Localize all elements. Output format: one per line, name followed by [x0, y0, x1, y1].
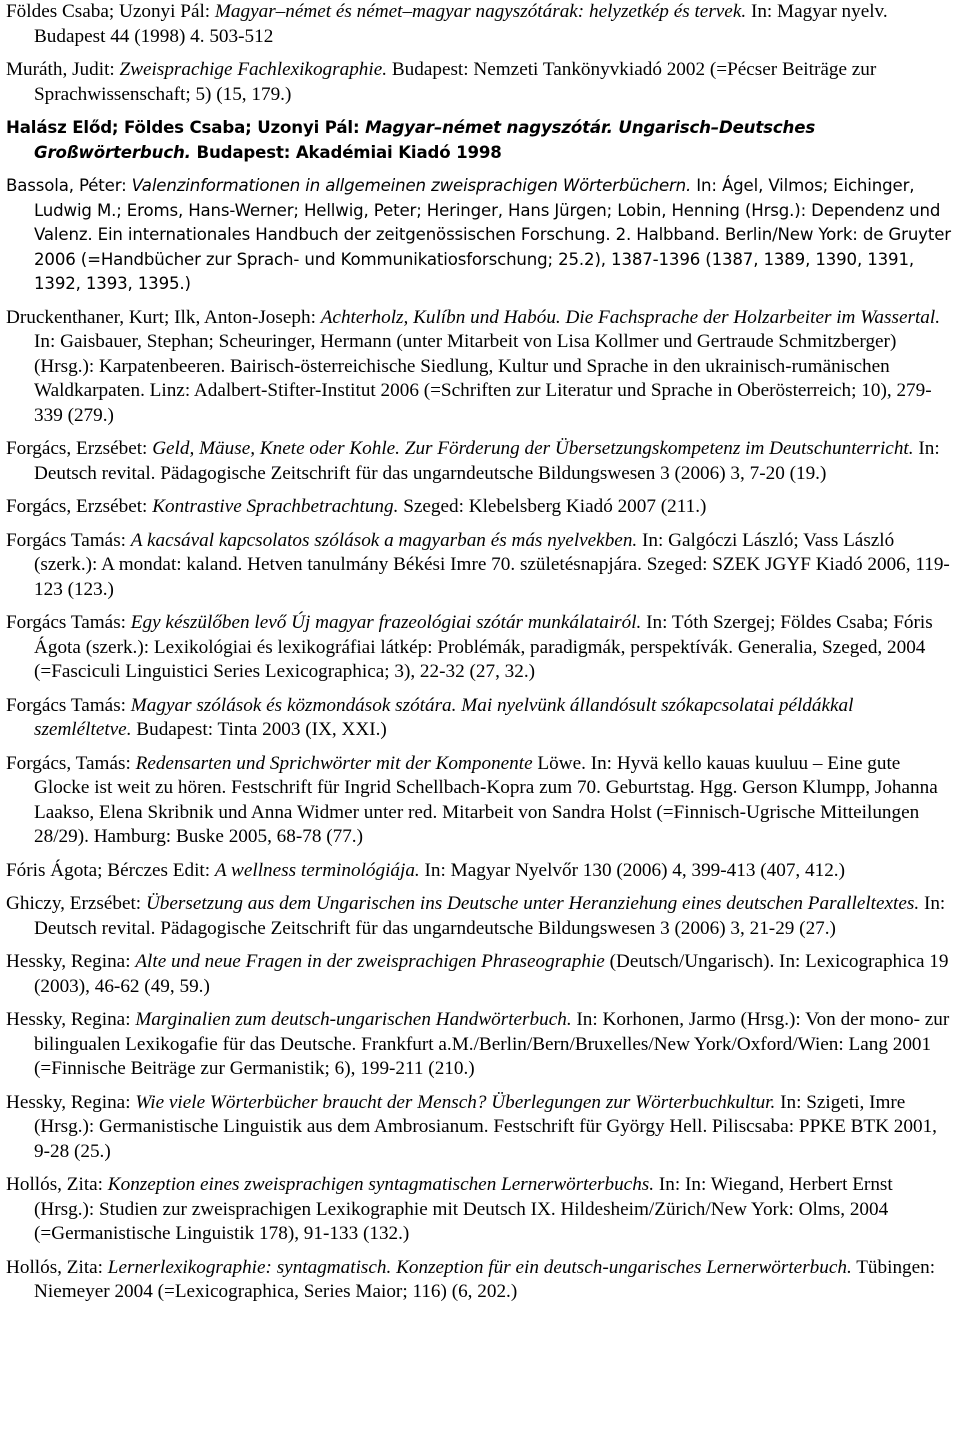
entry-text: Forgács, Erzsébet: [6, 438, 153, 459]
entry-text: In: Magyar nyelv. Budapest 44 (1998) 4. 503-512 [34, 1, 888, 47]
entry-title: A wellness terminológiája. [214, 859, 420, 881]
entry-title: Achterholz, Kulíbn und Habóu. Die Fachsprache der Holzarbeiter im Wassertal. [320, 306, 940, 328]
entry-text: Szeged: Klebelsberg Kiadó 2007 (211.) [398, 496, 707, 517]
entry-title: Konzeption eines zweisprachigen syntagmatischen Lernerwörterbuchs. [107, 1174, 655, 1195]
entry-text: In: Gaisbauer, Stephan; Scheuringer, Hermann (unter Mitarbeit von Lisa Kollmer und Gertraude Schmitzberger) (Hrsg.): Karpatenbeeren. Bairisch-österreichische Siedlung, Kultur und Sprache in den ukrainisch-rumänischen Waldkarpaten. Linz: Adalbert-Stifter-Institut 2006 (=Schriften zur Literatur und Sprache in Oberösterreich; 10), 279-339 (279.) [34, 331, 932, 426]
entry-text: Forgács, Erzsébet: [6, 496, 153, 517]
entry-text: In: Ágel, Vilmos; Eichinger, Ludwig M.; Eroms, Hans-Werner; Hellwig, Peter; Heringer, Hans Jürgen; Lobin, Henning (Hrsg.): Dependenz und Valenz. Ein internationales Handbuch der zeitgenössischen Forschung. 2. Halbband. Berlin/New York: de Gruyter 2006 (=Handbücher zur Sprach- und Kommunikatiosforschung; 25.2), 1387-1396 (1387, 1389, 1390, 1391, 1392, 1393, 1395.) [34, 176, 951, 293]
bibliography-entry [0, 752, 960, 850]
bibliography-entry [0, 950, 960, 999]
entry-text: (Deutsch/Ungarisch). In: Lexicographica 19 (2003), 46-62 (49, 59.) [34, 951, 949, 997]
entry-text: Budapest: Tinta 2003 (IX, XXI.) [131, 719, 387, 740]
entry-title: Lernerlexikographie: syntagmatisch. Konzeption für ein deutsch-ungarisches Lernerwörterbuch. [107, 1256, 852, 1278]
entry-text: Fóris Ágota; Bérczes Edit: [6, 859, 215, 881]
entry-text: Földes Csaba; Uzonyi Pál: [6, 1, 215, 22]
entry-title: Marginalien zum deutsch-ungarischen Handwörterbuch. [135, 1009, 572, 1030]
entry-text: Druckenthaner, Kurt; Ilk, Anton-Joseph: [6, 306, 321, 328]
entry-text: Hessky, Regina: [6, 1091, 136, 1113]
entry-text: Halász Előd; Földes Csaba; Uzonyi Pál: [6, 118, 366, 137]
bibliography-entry [0, 529, 960, 603]
bibliography-entry [0, 495, 960, 520]
entry-text: In: Galgóczi László; Vass László (szerk.): A mondat: kaland. Hetven tanulmány Békési Imre 70. születésnapjára. Szeged: SZEK JGYF Kiadó 2006, 119-123 (123.) [34, 529, 950, 600]
bibliography-entry [0, 694, 960, 743]
entry-text: Forgács Tamás: [6, 694, 131, 716]
bibliography-entry [0, 174, 960, 297]
bibliography-entry [0, 0, 960, 49]
bibliography-entry [0, 859, 960, 884]
entry-text: Tübingen: Niemeyer 2004 (=Lexicographica, Series Maior; 116) (6, 202.) [34, 1256, 936, 1302]
entry-text: In: Szigeti, Imre (Hrsg.): Germanistische Linguistik aus dem Ambrosianum. Festschrift für György Hell. Piliscsaba: PPKE BTK 2001, 9-28 (25.) [34, 1091, 937, 1162]
entry-text: Hollós, Zita: [6, 1256, 108, 1278]
bibliography-entry [0, 58, 960, 107]
entry-title: Wie viele Wörterbücher braucht der Mensch? Überlegungen zur Wörterbuchkultur. [135, 1091, 776, 1113]
entry-text: Forgács Tamás: [6, 529, 131, 551]
entry-text: Bassola, Péter: [6, 176, 132, 195]
entry-text: Muráth, Judit: [6, 59, 120, 80]
bibliography-entry [0, 892, 960, 941]
entry-title: Redensarten und Sprichwörter mit der Komponente [135, 752, 533, 774]
bibliography-entry [0, 1091, 960, 1165]
entry-text: Forgács, Tamás: [6, 752, 136, 774]
bibliography-entry [0, 1256, 960, 1305]
entry-text: Forgács Tamás: [6, 612, 131, 633]
entry-text: In: Deutsch revital. Pädagogische Zeitschrift für das ungarndeutsche Bildungswesen 3 (2006) 3, 7-20 (19.) [34, 438, 940, 484]
entry-title: Magyar szólások és közmondások szótára. Mai nyelvünk állandósult szókapcsolatai példákkal szemléltetve. [34, 694, 854, 740]
entry-text: In: Magyar Nyelvőr 130 (2006) 4, 399-413 (407, 412.) [419, 859, 845, 881]
entry-title: Magyar–német nagyszótár. Ungarisch–Deutsches Großwörterbuch. [34, 118, 816, 162]
entry-title: Egy készülőben levő Új magyar frazeológiai szótár munkálatairól. [130, 612, 642, 633]
entry-text: In: In: Wiegand, Herbert Ernst (Hrsg.): Studien zur zweisprachigen Lexikographie mit Deutsch IX. Hildesheim/Zürich/New York: Olms, 2004 (=Germanistische Linguistik 178), 91-133 (132.) [34, 1174, 893, 1244]
entry-title: Magyar–német és német–magyar nagyszótárak: helyzetkép és tervek. [214, 1, 747, 22]
bibliography-entry [0, 437, 960, 486]
entry-title: Valenzinformationen in allgemeinen zweisprachigen Wörterbüchern. [131, 176, 692, 195]
entry-title: Geld, Mäuse, Knete oder Kohle. Zur Förderung der Übersetzungskompetenz im Deutschunterricht. [152, 438, 914, 459]
bibliography-entry [0, 116, 960, 165]
entry-text: Löwe. In: Hyvä kello kauas kuuluu – Eine gute Glocke ist weit zu hören. Festschrift für Ingrid Schellbach-Kopra zum 70. Geburtstag. Hgg. Gerson Klumpp, Johanna Laakso, Elena Skribnik und Anna Widmer unter red. Mitarbeit von Sandra Holst (=Finnisch-Ugrische Mitteilungen 28/29). Hamburg: Buske 2005, 68-78 (77.) [34, 752, 938, 847]
entry-title: Kontrastive Sprachbetrachtung. [152, 496, 399, 517]
entry-title: Übersetzung aus dem Ungarischen ins Deutsche unter Heranziehung eines deutschen Paralleltextes. [145, 893, 920, 914]
entry-title: Zweisprachige Fachlexikographie. [119, 59, 388, 80]
bibliography-entry [0, 1173, 960, 1247]
entry-text: Budapest: Nemzeti Tankönyvkiadó 2002 (=Pécser Beiträge zur Sprachwissenschaft; 5) (15, 179.) [34, 59, 877, 105]
entry-text: Hessky, Regina: [6, 951, 136, 972]
entry-text: Budapest: Akadémiai Kiadó 1998 [190, 142, 502, 162]
bibliography-entry [0, 611, 960, 685]
entry-text: Ghiczy, Erzsébet: [6, 893, 146, 914]
entry-text: In: Tóth Szergej; Földes Csaba; Fóris Ágota (szerk.): Lexikológiai és lexikográfiai látkép: Problémák, paradigmák, perspektívák. Generalia, Szeged, 2004 (=Fasciculi Linguistici Series Lexicographica; 3), 22-32 (27, 32.) [34, 612, 933, 682]
entry-text: Hollós, Zita: [6, 1174, 108, 1195]
entry-title: A kacsával kapcsolatos szólások a magyarban és más nyelvekben. [130, 529, 638, 551]
entry-text: Hessky, Regina: [6, 1009, 136, 1030]
entry-title: Alte und neue Fragen in der zweisprachigen Phraseographie [135, 951, 605, 972]
bibliography-entry [0, 1008, 960, 1082]
entry-text: In: Deutsch revital. Pädagogische Zeitschrift für das ungarndeutsche Bildungswesen 3 (2006) 3, 21-29 (27.) [34, 893, 946, 939]
entry-text: In: Korhonen, Jarmo (Hrsg.): Von der mono- zur bilingualen Lexikogafie für das Deutsche. Frankfurt a.M./Berlin/Bern/Bruxelles/New York/Oxford/Wien: Lang 2001 (=Finnische Beiträge zur Germanistik; 6), 199-211 (210.) [34, 1009, 950, 1079]
bibliography-entry [0, 306, 960, 429]
